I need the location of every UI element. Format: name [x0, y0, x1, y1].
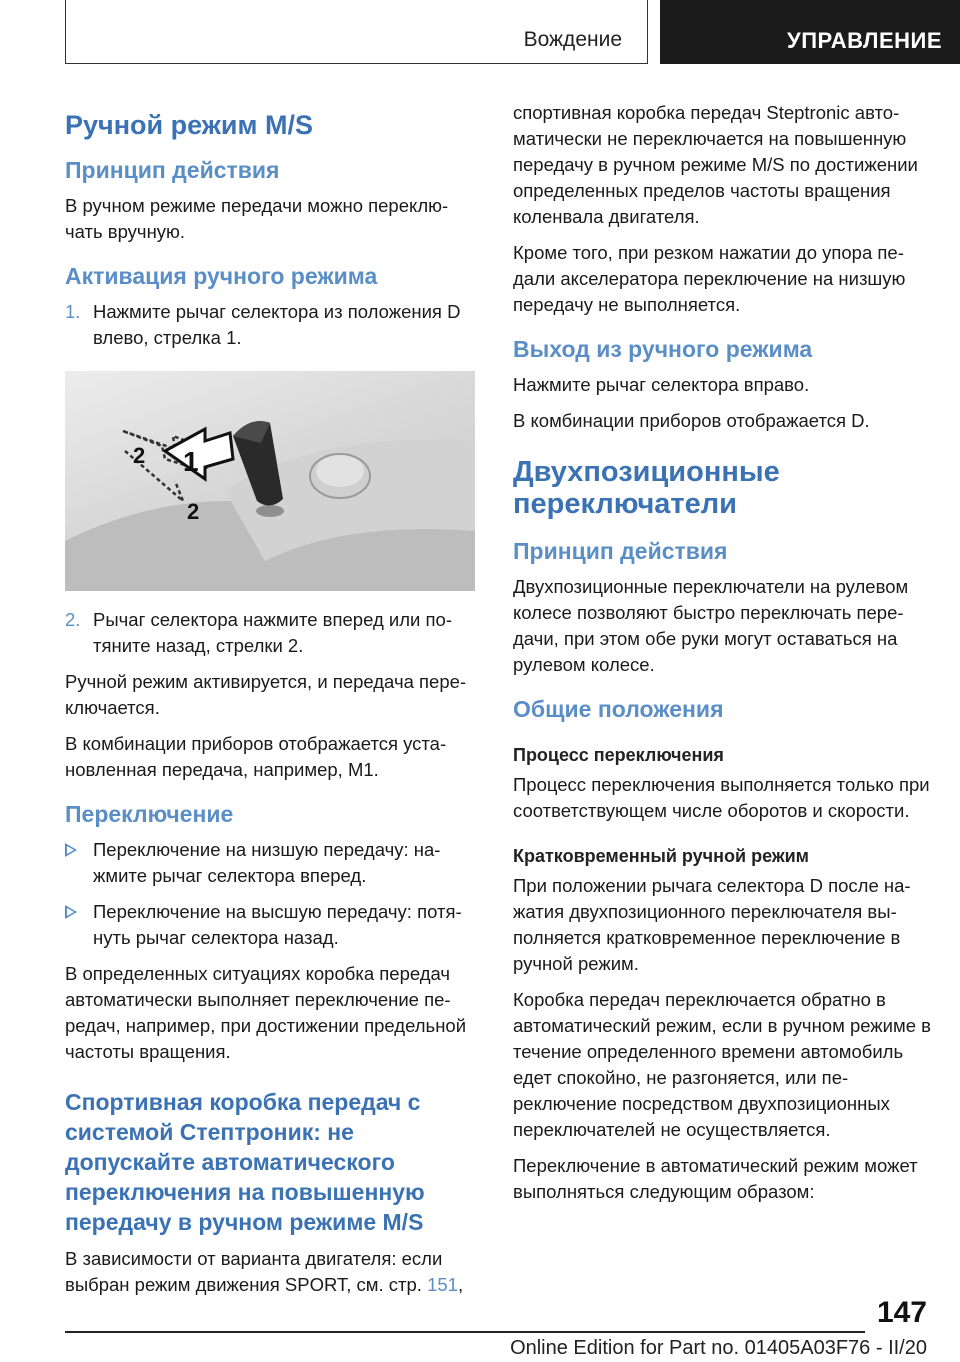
- paragraph-continuation: спортивная коробка передач Steptronic автоматически не переключается на повышенную передачу в ручном режиме M/S по достижении определенных пределов частоты вращения коленвала двигателя.: [513, 102, 918, 227]
- chapter-title: УПРАВЛЕНИЕ: [787, 28, 942, 53]
- footer-divider: [65, 1331, 865, 1333]
- heading-paddle-shifters: Двухпозиционные переключатели: [513, 456, 780, 520]
- arrow-2a-label: 2: [133, 443, 146, 468]
- paragraph-exit-2: В комбинации приборов отображается D.: [513, 410, 870, 431]
- paragraph-paddles: Двухпозиционные переключатели на рулевом колесе позволяют быстро переключать передачи, при этом обе руки могут оставаться на рулевом колесе.: [513, 576, 909, 675]
- paragraph-shift-process: Процесс переключения выполняется только при соответствующем числе оборотов и скорости.: [513, 774, 930, 821]
- heading-temporary-manual: Кратковременный ручной режим: [513, 846, 809, 866]
- step-2-text: Рычаг селектора нажмите вперед или потяните назад, стрелки 2.: [93, 609, 452, 656]
- heading-manual-mode: Ручной режим M/S: [65, 110, 313, 140]
- left-column: [65, 100, 479, 1308]
- shift-up-text: Переключение на высшую передачу: потянуть рычаг селектора назад.: [93, 901, 462, 948]
- heading-general: Общие положения: [513, 696, 724, 722]
- heading-sport-steptronic: Спортивная коробка передач с системой Стептроник: не допускайте автоматического переключения на повышенную передачу в ручном режиме M/S: [65, 1089, 425, 1235]
- step-1: [65, 299, 479, 351]
- paragraph-sport-text: В зависимости от варианта двигателя: если выбран режим движения SPORT, см. стр.: [65, 1248, 443, 1295]
- section-title: Вождение: [523, 28, 622, 51]
- shift-down-item: [65, 837, 479, 889]
- heading-exit-manual: Выход из ручного режима: [513, 336, 813, 362]
- heading-activation: Активация ручного режима: [65, 263, 378, 289]
- shift-up-item: [65, 899, 479, 951]
- paragraph-temp-2: Коробка передач переключается обратно в автоматический режим, если в ручном режиме в течение определенного времени автомобиль едет спокойно, не разгоняется, или переключение посредством двухпозиционных переключателей не осуществляется.: [513, 989, 931, 1140]
- paragraph-sport-tail: ,: [457, 1274, 464, 1295]
- heading-shifting: Переключение: [65, 801, 234, 827]
- step-2: [65, 607, 479, 659]
- heading-principle: Принцип действия: [65, 157, 280, 183]
- paragraph-exit-1: Нажмите рычаг селектора вправо.: [513, 374, 810, 395]
- paragraph-temp-3: Переключение в автоматический режим может выполняться следующим образом:: [513, 1155, 918, 1202]
- paragraph-auto-shift: В определенных ситуациях коробка передач автоматически выполняет переключение передач, например, при достижении предельной частоты вращения.: [65, 963, 467, 1062]
- gear-selector-illustration: [65, 371, 475, 591]
- paragraph-sport: [65, 1246, 479, 1298]
- triangle-bullet-icon: [65, 905, 77, 919]
- step-2-number: 2.: [65, 609, 81, 630]
- paragraph-temp-1: При положении рычага селектора D после нажатия двухпозиционного переключателя выполняется кратковременное переключение в ручной режим.: [513, 875, 911, 974]
- shift-down-text: Переключение на низшую передачу: нажмите рычаг селектора вперед.: [93, 839, 441, 886]
- paragraph-activated: Ручной режим активируется, и передача переключается.: [65, 671, 467, 718]
- right-column: [513, 100, 933, 1215]
- triangle-bullet-icon: [65, 843, 77, 857]
- heading-principle-2: Принцип действия: [513, 538, 728, 564]
- gear-selector-photo: [65, 371, 475, 591]
- arrow-1-label: 1: [183, 446, 199, 477]
- arrow-2b-label: 2: [187, 499, 200, 524]
- paragraph-display: В комбинации приборов отображается установленная передача, например, M1.: [65, 733, 447, 780]
- paragraph-kickdown: Кроме того, при резком нажатии до упора педали акселератора переключение на низшую передачу не выполняется.: [513, 242, 906, 315]
- paragraph-principle: В ручном режиме передачи можно переключать вручную.: [65, 195, 449, 242]
- edition-info: Online Edition for Part no. 01405A03F76 - II/20: [510, 1337, 927, 1359]
- step-1-text: Нажмите рычаг селектора из положения D влево, стрелка 1.: [93, 301, 461, 348]
- page-link-151[interactable]: 151: [427, 1274, 458, 1295]
- page-number: 147: [876, 1296, 927, 1329]
- heading-shift-process: Процесс переключения: [513, 745, 724, 765]
- step-1-number: 1.: [65, 301, 81, 322]
